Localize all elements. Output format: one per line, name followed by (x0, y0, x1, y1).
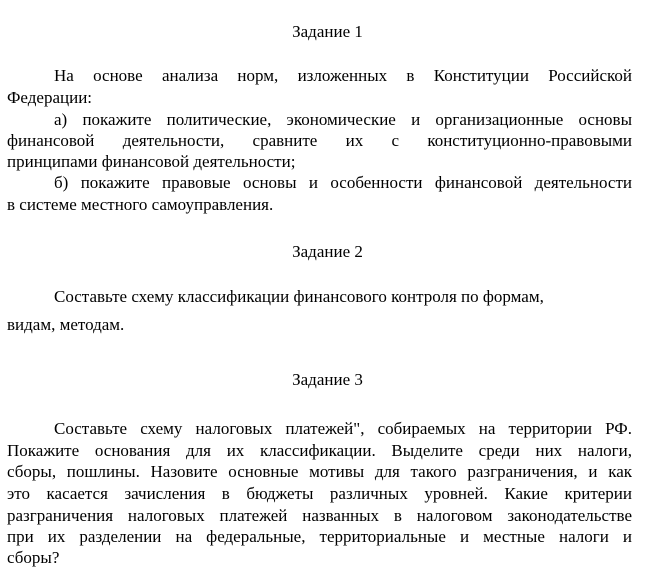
task3-line: при их разделении на федеральные, территориальные и местные налоги и (7, 527, 632, 546)
task3-line: сборы, пошлины. Назовите основные мотивы для такого разграничения, и как (7, 462, 632, 481)
task2-line: видам, методам. (7, 315, 125, 334)
task1-line: а) покажите политические, экономические и организационные основы (54, 110, 632, 129)
task3-line: Покажите основания для их классификации. Выделите среди них налоги, (7, 441, 632, 460)
task3-line: это касается зачисления в бюджеты различных уровней. Какие критерии (7, 484, 632, 503)
task3-line: сборы? (7, 548, 60, 567)
task1-line: б) покажите правовые основы и особенности финансовой деятельности (54, 173, 632, 192)
task3-line: Составьте схему налоговых платежей", собираемых на территории РФ. (54, 419, 632, 438)
task3-title: Задание 3 (292, 370, 363, 389)
task1-title: Задание 1 (292, 22, 363, 41)
task1-line: в системе местного самоуправления. (7, 195, 274, 214)
task2-title: Задание 2 (292, 242, 363, 261)
task2-line: Составьте схему классификации финансового контроля по формам, (54, 287, 544, 306)
task1-line: Федерации: (7, 88, 93, 107)
task1-line: На основе анализа норм, изложенных в Конституции Российской (54, 66, 632, 85)
task3-line: разграничения налоговых платежей названных в налоговом законодательстве (7, 506, 632, 525)
task1-line: принципами финансовой деятельности; (7, 152, 296, 171)
task1-line: финансовой деятельности, сравните их с конституционно-правовыми (7, 131, 632, 150)
